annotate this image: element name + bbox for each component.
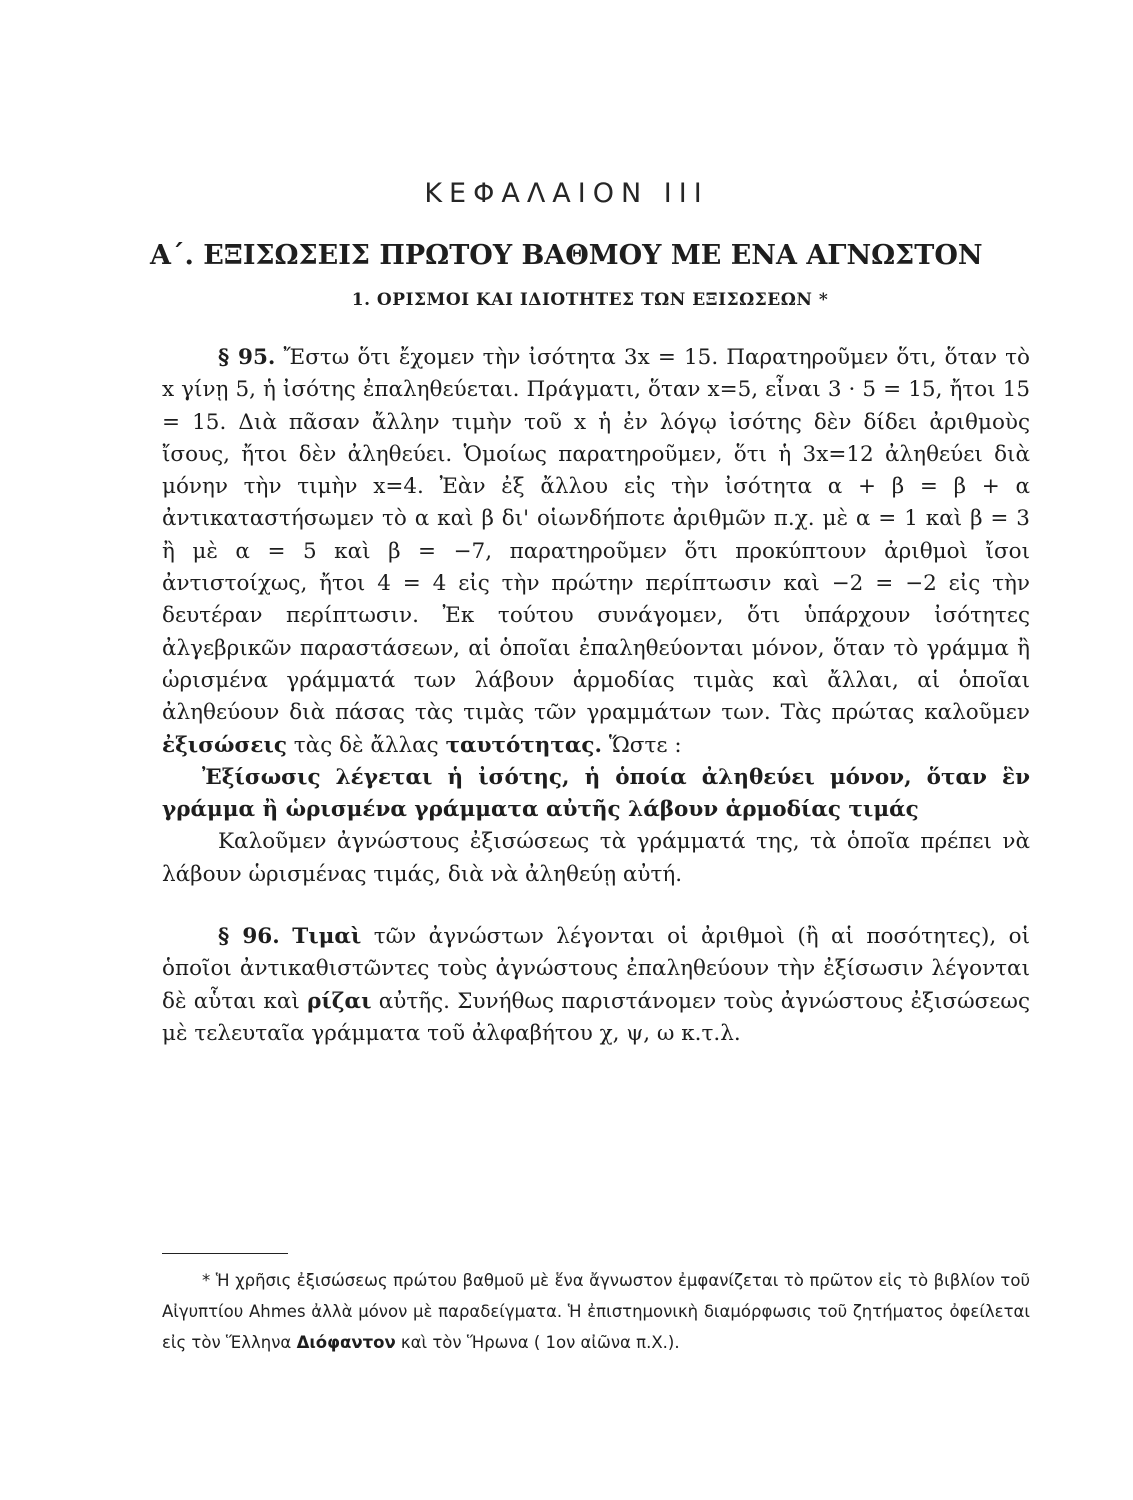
- definition-equation: Ἐξίσωσις λέγεται ἡ ἰσότης, ἡ ὁποία ἀληθεύει μόνον, ὅταν ἓν γράμμα ἢ ὡρισμένα γράμματα αὐτῆς λάβουν ἁρμοδίας τιμάς: [162, 764, 1030, 823]
- paragraph-text: αὐτῆς. Συνήθως παριστάνομεν τοὺς ἀγνώστους ἐξισώσεως μὲ τελευταῖα γράμματα τοῦ ἀλφαβήτου χ, ψ, ω κ.τ.λ.: [162, 988, 1030, 1046]
- paragraph-unknowns: Καλοῦμεν ἀγνώστους ἐξισώσεως τὰ γράμματά της, τὰ ὁποῖα πρέπει νὰ λάβουν ὡρισμένας τιμάς, διὰ νὰ ἀληθεύῃ αὐτή.: [162, 829, 1030, 887]
- paragraph-96: [162, 921, 1030, 1050]
- paragraph-number: § 96.: [218, 924, 280, 950]
- term-equations: ἐξισώσεις: [162, 732, 287, 758]
- footnote-divider: [162, 1253, 288, 1254]
- footnote-text: [162, 1265, 1030, 1358]
- chapter-heading: ΚΕΦΑΛΑΙΟΝ ΙΙΙ: [424, 178, 709, 209]
- paragraph-text: Ἔστω ὅτι ἔχομεν τὴν ἰσότητα 3x = 15. Παρατηροῦμεν ὅτι, ὅταν τὸ x γίνῃ 5, ἡ ἰσότης ἐπαληθεύεται. Πράγματι, ὅταν x=5, εἶναι 3 · 5 = 15, ἤτοι 15 = 15. Διὰ πᾶσαν ἄλλην τιμὴν τοῦ x ἡ ἐν λόγῳ ἰσότης δὲν δίδει ἀριθμοὺς ἴσους, ἤτοι δὲν ἀληθεύει. Ὁμοίως παρατηροῦμεν, ὅτι ἡ 3x=12 ἀληθεύει διὰ μόνην τὴν τιμὴν x=4. Ἐὰν ἐξ ἄλλου εἰς τὴν ἰσότητα α + β = β + α ἀντικαταστήσωμεν τὸ α καὶ β δι' οἱωνδήποτε ἀριθμῶν π.χ. μὲ α = 1 καὶ β = 3 ἢ μὲ α = 5 καὶ β = −7, παρατηροῦμεν ὅτι προκύπτουν ἀριθμοὶ ἴσοι ἀντιστοίχως, ἤτοι 4 = 4 εἰς τὴν πρώτην περίπτωσιν καὶ −2 = −2 εἰς τὴν δευτέραν περίπτωσιν. Ἐκ τούτου συνάγομεν, ὅτι ὑπάρχουν ἰσότητες ἀλγεβρικῶν παραστάσεων, αἱ ὁποῖαι ἐπαληθεύονται μόνον, ὅταν τὸ γράμμα ἢ ὡρισμένα γράμματά των λάβουν ἁρμοδίας τιμὰς καὶ ἄλλαι, αἱ ὁποῖαι ἀληθεύουν διὰ πάσας τὰς τιμὰς τῶν γραμμάτων των. Τὰς πρώτας καλοῦμεν: [162, 345, 1031, 726]
- subsection-title: 1. ΟΡΙΣΜΟΙ ΚΑΙ ΙΔΙΟΤΗΤΕΣ ΤΩΝ ΕΞΙΣΩΣΕΩΝ *: [351, 290, 829, 310]
- paragraph-number: § 95.: [218, 345, 276, 370]
- term-roots: ρίζαι: [307, 988, 372, 1014]
- section-title: Α΄. ΕΞΙΣΩΣΕΙΣ ΠΡΩΤΟΥ ΒΑΘΜΟΥ ΜΕ ΕΝΑ ΑΓΝΩΣΤΟΝ: [150, 240, 983, 271]
- term-values: Τιμαὶ: [292, 924, 362, 950]
- term-identities: ταυτότητας.: [445, 732, 602, 758]
- paragraph-text: τῶν ἀγνώστων λέγονται οἱ ἀριθμοὶ (ἢ αἱ ποσότητες), οἱ ὁποῖοι ἀντικαθιστῶντες τοὺς ἀγνώστους ἐπαληθεύουν τὴν ἐξίσωσιν λέγονται δὲ αὗται καὶ: [162, 924, 1030, 1014]
- paragraph-95: [162, 342, 1030, 762]
- paragraph-text: Ὥστε :: [601, 732, 682, 758]
- footnote: [162, 1265, 1030, 1358]
- footnote-part: * Ἡ χρῆσις ἐξισώσεως πρώτου βαθμοῦ μὲ ἕνα ἄγνωστον ἐμφανίζεται τὸ πρῶτον εἰς τὸ βιβλίον τοῦ Αἰγυπτίου Ahmes ἀλλὰ μόνον μὲ παραδείγματα. Ἡ ἐπιστημονικὴ διαμόρφωσις τοῦ ζητήματος ὀφείλεται εἰς τὸν Ἕλληνα: [162, 1271, 1030, 1352]
- paragraph-text: τὰς δὲ ἄλλας: [286, 732, 446, 758]
- footnote-part: καὶ τὸν Ἥρωνα ( 1ον αἰῶνα π.Χ.).: [395, 1333, 680, 1352]
- footnote-name: Διόφαντον: [296, 1333, 396, 1352]
- body-text: [162, 342, 1030, 1050]
- paragraph-gap: [162, 891, 1030, 921]
